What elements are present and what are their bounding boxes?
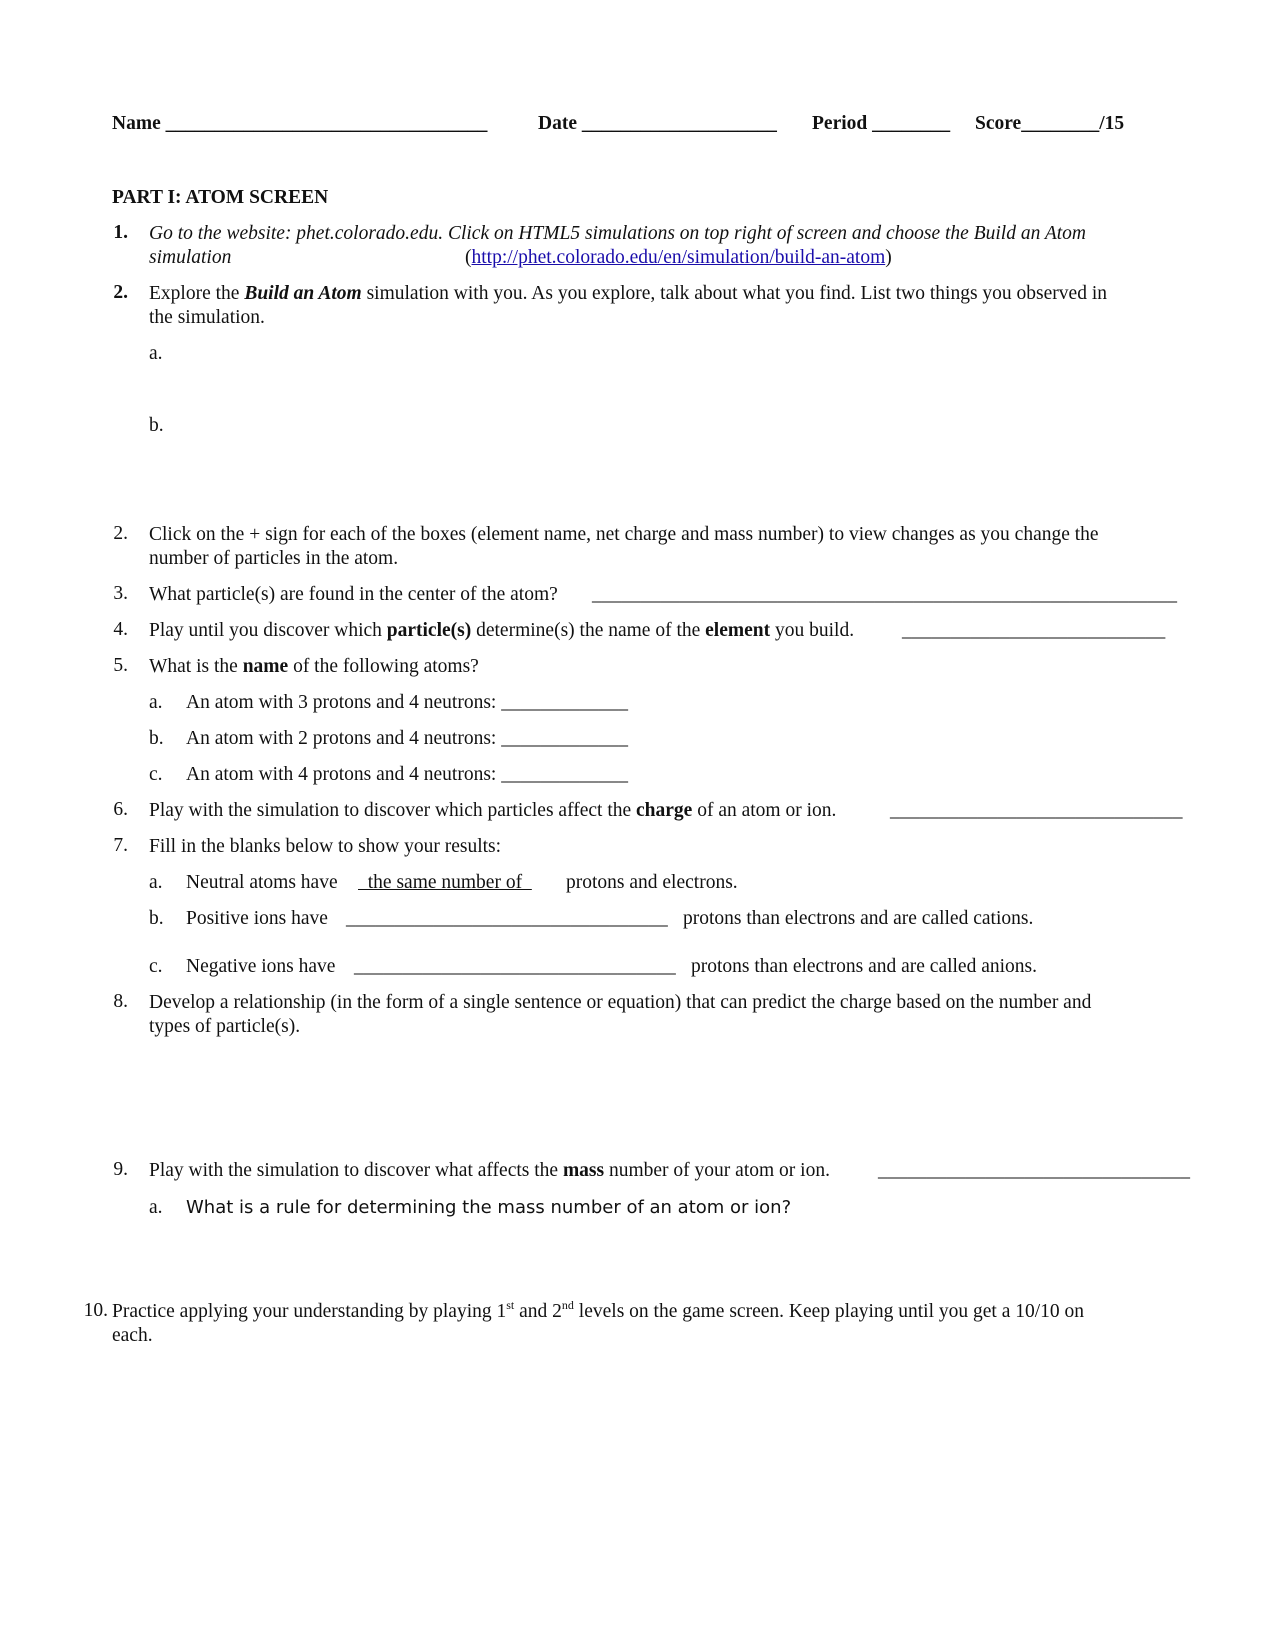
q9-bold: mass bbox=[562, 1160, 605, 1181]
q6-blank[interactable]: ______________________________ bbox=[890, 800, 1183, 821]
period-field bbox=[812, 112, 950, 136]
q7-c-post: protons than electrons and are called anions. bbox=[691, 956, 1038, 977]
q5-bold: name bbox=[242, 656, 289, 677]
q7-a-pre: Neutral atoms have bbox=[186, 872, 338, 893]
period-label: Period bbox=[812, 113, 868, 134]
q2a-bold: Build an Atom bbox=[244, 283, 362, 304]
q3-blank[interactable]: ____________________________________________________________ bbox=[592, 584, 1177, 605]
q2b-line2: number of particles in the atom. bbox=[149, 548, 399, 569]
q2a-item-a: a. bbox=[149, 343, 163, 364]
q10-mid: and 2 bbox=[514, 1301, 562, 1322]
q7-b-pre: Positive ions have bbox=[186, 908, 328, 929]
q2b-line1: Click on the + sign for each of the boxes (element name, net charge and mass number) to view changes as you change the bbox=[149, 524, 1099, 545]
date-label: Date bbox=[538, 113, 577, 134]
q6-pre: Play with the simulation to discover which particles affect the bbox=[149, 800, 637, 821]
q4-number: 4. bbox=[113, 619, 128, 640]
q7-c-letter: c. bbox=[149, 956, 163, 977]
q10-number: 10. bbox=[83, 1300, 108, 1321]
q4-bold2: element bbox=[705, 620, 771, 641]
q6-text bbox=[149, 799, 836, 823]
q9-number: 9. bbox=[113, 1159, 128, 1180]
q2a-line1 bbox=[149, 282, 1107, 306]
q2a-line2: the simulation. bbox=[149, 307, 265, 328]
q4-bold1: particle(s) bbox=[386, 620, 472, 641]
q5-item-a-letter: a. bbox=[149, 692, 163, 713]
q2b-number: 2. bbox=[113, 523, 128, 544]
name-blank[interactable]: _________________________________ bbox=[165, 113, 488, 134]
q2a-number: 2. bbox=[113, 282, 128, 303]
date-blank[interactable]: ____________________ bbox=[581, 113, 777, 134]
q4-mid: determine(s) the name of the bbox=[471, 620, 706, 641]
q4-text bbox=[149, 619, 854, 643]
q7-b-blank[interactable]: _________________________________ bbox=[346, 908, 668, 929]
q2a-post: simulation with you. As you explore, talk about what you find. List two things you observed in bbox=[361, 283, 1107, 304]
q4-blank[interactable]: ___________________________ bbox=[902, 620, 1166, 641]
q8-line2: types of particle(s). bbox=[149, 1016, 301, 1037]
q10-sup2: nd bbox=[561, 1298, 574, 1312]
q10-sup1: st bbox=[506, 1298, 515, 1312]
q5-item-c-text: An atom with 4 protons and 4 neutrons: bbox=[186, 764, 497, 785]
q7-text: Fill in the blanks below to show your results: bbox=[149, 836, 502, 857]
q1-number: 1. bbox=[113, 222, 128, 243]
q5-item-b bbox=[186, 727, 628, 751]
q5-pre: What is the bbox=[149, 656, 243, 677]
q10-line2: each. bbox=[112, 1325, 153, 1346]
q5-item-b-blank[interactable]: _____________ bbox=[501, 728, 628, 749]
q6-post: of an atom or ion. bbox=[692, 800, 837, 821]
q5-item-a-text: An atom with 3 protons and 4 neutrons: bbox=[186, 692, 497, 713]
score-field bbox=[975, 112, 1124, 136]
q8-line1: Develop a relationship (in the form of a single sentence or equation) that can predict the charge based on the number and bbox=[149, 992, 1092, 1013]
q2a-item-b: b. bbox=[149, 415, 164, 436]
q1-line2: simulation bbox=[149, 247, 232, 268]
q9-pre: Play with the simulation to discover what affects the bbox=[149, 1160, 563, 1181]
section-title: PART I: ATOM SCREEN bbox=[112, 187, 329, 208]
q10-post: levels on the game screen. Keep playing until you get a 10/10 on bbox=[573, 1301, 1085, 1322]
q9-a-letter: a. bbox=[149, 1197, 163, 1218]
q5-item-b-text: An atom with 2 protons and 4 neutrons: bbox=[186, 728, 497, 749]
q7-b-post: protons than electrons and are called cations. bbox=[683, 908, 1034, 929]
name-label: Name bbox=[112, 113, 161, 134]
q5-text bbox=[149, 655, 479, 679]
q7-number: 7. bbox=[113, 835, 128, 856]
q1-paren-close: ) bbox=[885, 247, 892, 268]
q6-number: 6. bbox=[113, 799, 128, 820]
score-blank[interactable]: ________ bbox=[1021, 113, 1100, 134]
q7-a-letter: a. bbox=[149, 872, 163, 893]
simulation-link[interactable]: http://phet.colorado.edu/en/simulation/build-an-atom bbox=[471, 247, 886, 268]
header-row bbox=[112, 112, 487, 136]
q1-link-wrap bbox=[465, 246, 892, 270]
q8-number: 8. bbox=[113, 991, 128, 1012]
q5-item-c-letter: c. bbox=[149, 764, 163, 785]
q3-number: 3. bbox=[113, 583, 128, 604]
q9-a-text: What is a rule for determining the mass number of an atom or ion? bbox=[186, 1197, 792, 1218]
q9-text bbox=[149, 1159, 830, 1183]
q7-c-blank[interactable]: _________________________________ bbox=[354, 956, 676, 977]
score-total: /15 bbox=[1099, 113, 1125, 134]
q9-post: number of your atom or ion. bbox=[604, 1160, 830, 1181]
q2a-pre: Explore the bbox=[149, 283, 245, 304]
score-label: Score bbox=[975, 113, 1022, 134]
q9-blank[interactable]: ________________________________ bbox=[878, 1160, 1190, 1181]
q5-item-c bbox=[186, 763, 628, 787]
date-field bbox=[538, 112, 777, 136]
q7-b-letter: b. bbox=[149, 908, 164, 929]
q6-bold: charge bbox=[636, 800, 693, 821]
q5-item-a bbox=[186, 691, 628, 715]
q1-paren-open: ( bbox=[465, 247, 472, 268]
q5-number: 5. bbox=[113, 655, 128, 676]
q7-a-post: protons and electrons. bbox=[566, 872, 738, 893]
q5-post: of the following atoms? bbox=[288, 656, 479, 677]
q5-item-c-blank[interactable]: _____________ bbox=[501, 764, 628, 785]
period-blank[interactable]: ________ bbox=[872, 113, 951, 134]
q4-pre: Play until you discover which bbox=[149, 620, 387, 641]
q5-item-b-letter: b. bbox=[149, 728, 164, 749]
q5-item-a-blank[interactable]: _____________ bbox=[501, 692, 628, 713]
q10-pre: Practice applying your understanding by playing 1 bbox=[112, 1301, 507, 1322]
q3-text: What particle(s) are found in the center of the atom? bbox=[149, 584, 558, 605]
q4-post: you build. bbox=[770, 620, 855, 641]
q1-line1: Go to the website: phet.colorado.edu. Click on HTML5 simulations on top right of screen and choose the Build an Atom bbox=[149, 223, 1086, 244]
q7-a-answer[interactable]: the same number of bbox=[358, 872, 532, 893]
q7-c-pre: Negative ions have bbox=[186, 956, 336, 977]
q10-line1 bbox=[112, 1300, 1084, 1324]
